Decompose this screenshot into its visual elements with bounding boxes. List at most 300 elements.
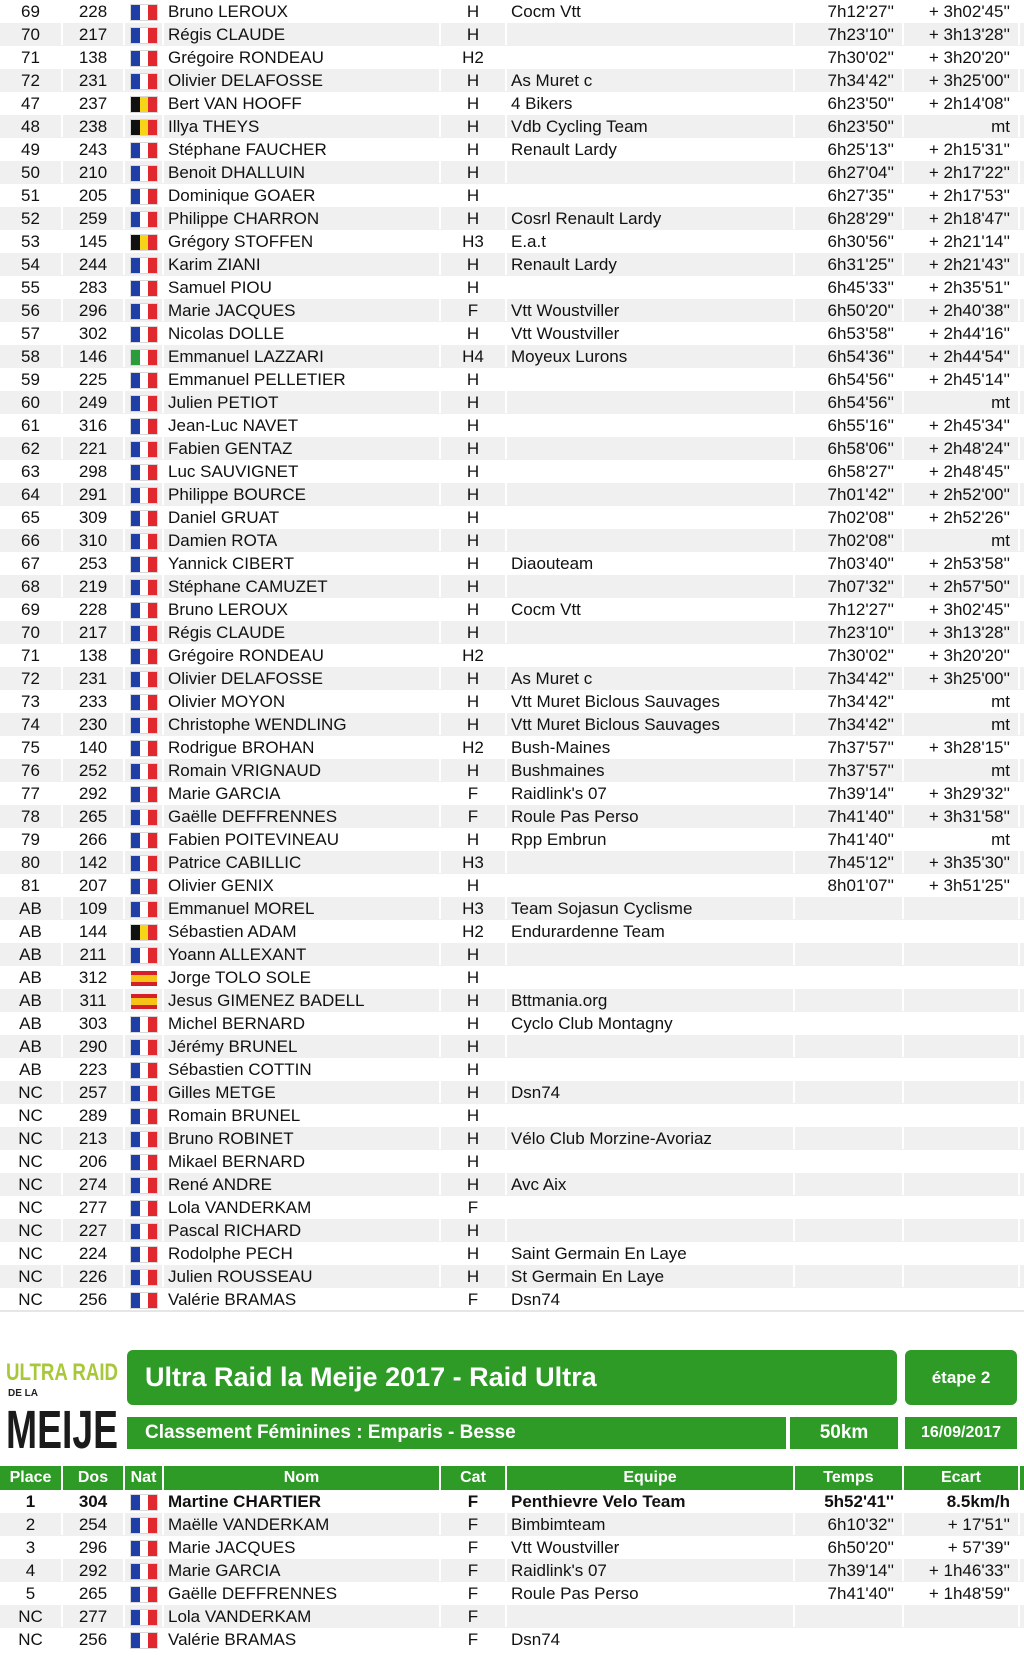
nationality-cell — [125, 276, 164, 298]
place-cell: 75 — [0, 736, 63, 758]
place-cell: 71 — [0, 644, 63, 666]
team-cell: Rpp Embrun — [507, 828, 795, 850]
header-temps: Temps — [795, 1466, 904, 1490]
gap-cell: + 2h44'54'' — [904, 345, 1020, 367]
category-cell: H2 — [441, 736, 507, 758]
place-cell: NC — [0, 1081, 63, 1103]
time-cell — [795, 989, 904, 1011]
category-cell: F — [441, 1490, 507, 1512]
name-cell: Julien ROUSSEAU — [164, 1265, 441, 1287]
table-row — [0, 851, 1024, 874]
category-cell: H — [441, 1058, 507, 1080]
nationality-cell — [125, 1219, 164, 1241]
name-cell: Philippe BOURCE — [164, 483, 441, 505]
bib-cell: 296 — [63, 299, 125, 321]
bib-cell: 223 — [63, 1058, 125, 1080]
name-cell: Emmanuel LAZZARI — [164, 345, 441, 367]
spain-flag-icon — [131, 994, 157, 1009]
france-flag-icon — [131, 764, 157, 779]
category-cell: H — [441, 1150, 507, 1172]
france-flag-icon — [131, 603, 157, 618]
place-cell: 56 — [0, 299, 63, 321]
category-cell: H4 — [441, 345, 507, 367]
team-cell: Avc Aix — [507, 1173, 795, 1195]
time-cell: 7h30'02'' — [795, 46, 904, 68]
time-cell: 6h55'16'' — [795, 414, 904, 436]
table-row — [0, 552, 1024, 575]
time-cell: 7h34'42'' — [795, 690, 904, 712]
category-cell: F — [441, 782, 507, 804]
gap-cell: + 1h46'33'' — [904, 1559, 1020, 1581]
time-cell: 7h02'08'' — [795, 506, 904, 528]
bib-cell: 265 — [63, 805, 125, 827]
name-cell: Lola VANDERKAM — [164, 1605, 441, 1627]
gap-cell — [904, 1127, 1020, 1149]
team-cell: Raidlink's 07 — [507, 782, 795, 804]
time-cell: 6h28'29'' — [795, 207, 904, 229]
time-cell: 6h58'06'' — [795, 437, 904, 459]
nationality-cell — [125, 805, 164, 827]
gap-cell: mt — [904, 759, 1020, 781]
france-flag-icon — [131, 465, 157, 480]
time-cell: 6h50'20'' — [795, 299, 904, 321]
category-cell: F — [441, 1582, 507, 1604]
time-cell: 8h01'07'' — [795, 874, 904, 896]
category-cell: H — [441, 1265, 507, 1287]
team-cell: Endurardenne Team — [507, 920, 795, 942]
team-cell — [507, 437, 795, 459]
name-cell: Daniel GRUAT — [164, 506, 441, 528]
place-cell: 61 — [0, 414, 63, 436]
name-cell: Bruno LEROUX — [164, 0, 441, 22]
bib-cell: 312 — [63, 966, 125, 988]
gap-cell: + 2h15'31'' — [904, 138, 1020, 160]
gap-cell — [904, 1173, 1020, 1195]
table-row — [0, 253, 1024, 276]
place-cell: 48 — [0, 115, 63, 137]
france-flag-icon — [131, 902, 157, 917]
gap-cell: + 2h14'08'' — [904, 92, 1020, 114]
nationality-cell — [125, 207, 164, 229]
france-flag-icon — [131, 1040, 157, 1055]
gap-cell: + 1h48'59'' — [904, 1582, 1020, 1604]
time-cell: 7h41'40'' — [795, 1582, 904, 1604]
gap-cell: + 2h48'45'' — [904, 460, 1020, 482]
gap-cell — [904, 920, 1020, 942]
gap-cell — [904, 1081, 1020, 1103]
name-cell: Gaëlle DEFFRENNES — [164, 1582, 441, 1604]
category-cell: F — [441, 299, 507, 321]
category-cell: H — [441, 69, 507, 91]
time-cell: 6h30'56'' — [795, 230, 904, 252]
bib-cell: 221 — [63, 437, 125, 459]
header-ecart: Ecart — [904, 1466, 1020, 1490]
bib-cell: 256 — [63, 1628, 125, 1650]
category-cell: H — [441, 759, 507, 781]
table-row — [0, 1081, 1024, 1104]
gap-cell: mt — [904, 115, 1020, 137]
france-flag-icon — [131, 488, 157, 503]
name-cell: Karim ZIANI — [164, 253, 441, 275]
place-cell: NC — [0, 1196, 63, 1218]
nationality-cell — [125, 92, 164, 114]
classification-subtitle: Classement Féminines : Emparis - Besse — [127, 1417, 786, 1449]
nationality-cell — [125, 713, 164, 735]
gap-cell — [904, 1242, 1020, 1264]
date-label: 16/09/2017 — [905, 1417, 1017, 1449]
gap-cell: + 2h45'34'' — [904, 414, 1020, 436]
team-cell: Team Sojasun Cyclisme — [507, 897, 795, 919]
bib-cell: 210 — [63, 161, 125, 183]
nationality-cell — [125, 667, 164, 689]
bib-cell: 140 — [63, 736, 125, 758]
table-row — [0, 345, 1024, 368]
nationality-cell — [125, 943, 164, 965]
bib-cell: 206 — [63, 1150, 125, 1172]
gap-cell — [904, 1265, 1020, 1287]
team-cell: Renault Lardy — [507, 138, 795, 160]
team-cell: Bttmania.org — [507, 989, 795, 1011]
place-cell: 70 — [0, 23, 63, 45]
time-cell: 7h07'32'' — [795, 575, 904, 597]
category-cell: H3 — [441, 897, 507, 919]
italy-flag-icon — [131, 350, 157, 365]
france-flag-icon — [131, 856, 157, 871]
time-cell: 6h53'58'' — [795, 322, 904, 344]
bib-cell: 217 — [63, 621, 125, 643]
france-flag-icon — [131, 143, 157, 158]
france-flag-icon — [131, 718, 157, 733]
name-cell: Illya THEYS — [164, 115, 441, 137]
place-cell: NC — [0, 1288, 63, 1310]
table-row — [0, 667, 1024, 690]
table-row — [0, 989, 1024, 1012]
team-cell: Dsn74 — [507, 1628, 795, 1650]
team-cell: Bushmaines — [507, 759, 795, 781]
time-cell — [795, 1127, 904, 1149]
gap-cell — [904, 1605, 1020, 1627]
category-cell: H — [441, 874, 507, 896]
gap-cell: + 2h57'50'' — [904, 575, 1020, 597]
nationality-cell — [125, 460, 164, 482]
nationality-cell — [125, 1173, 164, 1195]
category-cell: F — [441, 1559, 507, 1581]
time-cell — [795, 966, 904, 988]
table-row — [0, 1058, 1024, 1081]
bib-cell: 138 — [63, 46, 125, 68]
team-cell — [507, 644, 795, 666]
table-row — [0, 368, 1024, 391]
bib-cell: 265 — [63, 1582, 125, 1604]
category-cell: H — [441, 552, 507, 574]
france-flag-icon — [131, 534, 157, 549]
place-cell: 74 — [0, 713, 63, 735]
category-cell: H — [441, 460, 507, 482]
name-cell: Olivier DELAFOSSE — [164, 69, 441, 91]
gap-cell: + 3h02'45'' — [904, 598, 1020, 620]
table-row — [0, 1035, 1024, 1058]
team-cell: Dsn74 — [507, 1081, 795, 1103]
name-cell: Olivier DELAFOSSE — [164, 667, 441, 689]
time-cell: 6h23'50'' — [795, 115, 904, 137]
bib-cell: 252 — [63, 759, 125, 781]
time-cell — [795, 1196, 904, 1218]
header-cat: Cat — [441, 1466, 507, 1490]
category-cell: H — [441, 414, 507, 436]
time-cell: 7h12'27'' — [795, 598, 904, 620]
team-cell: E.a.t — [507, 230, 795, 252]
france-flag-icon — [131, 1224, 157, 1239]
france-flag-icon — [131, 189, 157, 204]
header-nom: Nom — [164, 1466, 441, 1490]
team-cell — [507, 1605, 795, 1627]
team-cell — [507, 368, 795, 390]
place-cell: 64 — [0, 483, 63, 505]
team-cell: Cocm Vtt — [507, 0, 795, 22]
svg-text:MEIJE: MEIJE — [6, 1400, 118, 1460]
bib-cell: 109 — [63, 897, 125, 919]
bib-cell: 290 — [63, 1035, 125, 1057]
table-row — [0, 1196, 1024, 1219]
place-cell: 51 — [0, 184, 63, 206]
category-cell: H — [441, 23, 507, 45]
gap-cell: mt — [904, 828, 1020, 850]
category-cell: H — [441, 529, 507, 551]
bib-cell: 207 — [63, 874, 125, 896]
bib-cell: 217 — [63, 23, 125, 45]
bib-cell: 238 — [63, 115, 125, 137]
category-cell: H — [441, 1127, 507, 1149]
gap-cell: mt — [904, 529, 1020, 551]
name-cell: Marie JACQUES — [164, 1536, 441, 1558]
team-cell: Vélo Club Morzine-Avoriaz — [507, 1127, 795, 1149]
header-equipe: Equipe — [507, 1466, 795, 1490]
team-cell: As Muret c — [507, 667, 795, 689]
france-flag-icon — [131, 212, 157, 227]
france-flag-icon — [131, 396, 157, 411]
nationality-cell — [125, 1081, 164, 1103]
france-flag-icon — [131, 626, 157, 641]
team-cell — [507, 1058, 795, 1080]
name-cell: Lola VANDERKAM — [164, 1196, 441, 1218]
gap-cell — [904, 897, 1020, 919]
name-cell: Stéphane FAUCHER — [164, 138, 441, 160]
france-flag-icon — [131, 442, 157, 457]
name-cell: Yannick CIBERT — [164, 552, 441, 574]
place-cell: 65 — [0, 506, 63, 528]
france-flag-icon — [131, 1633, 157, 1648]
place-cell: 53 — [0, 230, 63, 252]
table-row — [0, 23, 1024, 46]
france-flag-icon — [131, 1610, 157, 1625]
gap-cell: + 2h44'16'' — [904, 322, 1020, 344]
place-cell: 54 — [0, 253, 63, 275]
team-cell: Vtt Woustviller — [507, 322, 795, 344]
nationality-cell — [125, 874, 164, 896]
table-row — [0, 575, 1024, 598]
gap-cell — [904, 1196, 1020, 1218]
time-cell — [795, 943, 904, 965]
time-cell: 7h23'10'' — [795, 621, 904, 643]
bib-cell: 304 — [63, 1490, 125, 1512]
time-cell — [795, 1104, 904, 1126]
gap-cell — [904, 1104, 1020, 1126]
category-cell: H — [441, 828, 507, 850]
team-cell — [507, 161, 795, 183]
nationality-cell — [125, 897, 164, 919]
table-row — [0, 1012, 1024, 1035]
category-cell: F — [441, 805, 507, 827]
bib-cell: 226 — [63, 1265, 125, 1287]
gap-cell: mt — [904, 690, 1020, 712]
results-header — [0, 1346, 1024, 1458]
table-row — [0, 138, 1024, 161]
nationality-cell — [125, 828, 164, 850]
nationality-cell — [125, 1196, 164, 1218]
table-row — [0, 920, 1024, 943]
category-cell: H2 — [441, 644, 507, 666]
table-row — [0, 805, 1024, 828]
nationality-cell — [125, 736, 164, 758]
nationality-cell — [125, 1127, 164, 1149]
nationality-cell — [125, 621, 164, 643]
category-cell: H — [441, 1012, 507, 1034]
place-cell: 3 — [0, 1536, 63, 1558]
team-cell — [507, 1196, 795, 1218]
team-cell — [507, 575, 795, 597]
france-flag-icon — [131, 74, 157, 89]
place-cell: 80 — [0, 851, 63, 873]
name-cell: Jean-Luc NAVET — [164, 414, 441, 436]
time-cell: 6h45'33'' — [795, 276, 904, 298]
category-cell: H — [441, 391, 507, 413]
category-cell: H — [441, 690, 507, 712]
gap-cell: + 2h52'00'' — [904, 483, 1020, 505]
table-row — [0, 1582, 1024, 1605]
time-cell — [795, 1081, 904, 1103]
france-flag-icon — [131, 1109, 157, 1124]
category-cell: H — [441, 1104, 507, 1126]
place-cell: 69 — [0, 0, 63, 22]
time-cell — [795, 1150, 904, 1172]
nationality-cell — [125, 345, 164, 367]
team-cell — [507, 529, 795, 551]
table-row — [0, 1628, 1024, 1651]
name-cell: Pascal RICHARD — [164, 1219, 441, 1241]
france-flag-icon — [131, 1293, 157, 1308]
place-cell: 71 — [0, 46, 63, 68]
name-cell: Romain BRUNEL — [164, 1104, 441, 1126]
place-cell: 4 — [0, 1559, 63, 1581]
gap-cell: + 3h28'15'' — [904, 736, 1020, 758]
category-cell: H — [441, 92, 507, 114]
nationality-cell — [125, 437, 164, 459]
women-results-table — [0, 1490, 1024, 1651]
category-cell: H — [441, 989, 507, 1011]
nationality-cell — [125, 299, 164, 321]
bib-cell: 283 — [63, 276, 125, 298]
name-cell: Bruno LEROUX — [164, 598, 441, 620]
gap-cell — [904, 1628, 1020, 1650]
france-flag-icon — [131, 281, 157, 296]
table-row — [0, 1150, 1024, 1173]
team-cell — [507, 23, 795, 45]
time-cell — [795, 1058, 904, 1080]
distance-label: 50km — [790, 1417, 898, 1449]
time-cell: 7h37'57'' — [795, 759, 904, 781]
nationality-cell — [125, 1513, 164, 1535]
bib-cell: 142 — [63, 851, 125, 873]
nationality-cell — [125, 644, 164, 666]
bib-cell: 274 — [63, 1173, 125, 1195]
gap-cell: + 3h25'00'' — [904, 667, 1020, 689]
place-cell: 2 — [0, 1513, 63, 1535]
name-cell: Valérie BRAMAS — [164, 1288, 441, 1310]
bib-cell: 205 — [63, 184, 125, 206]
gap-cell — [904, 1035, 1020, 1057]
gap-cell: + 3h13'28'' — [904, 621, 1020, 643]
name-cell: Romain VRIGNAUD — [164, 759, 441, 781]
category-cell: H — [441, 253, 507, 275]
time-cell — [795, 1605, 904, 1627]
bib-cell: 316 — [63, 414, 125, 436]
bib-cell: 253 — [63, 552, 125, 574]
table-row — [0, 1127, 1024, 1150]
table-row — [0, 943, 1024, 966]
france-flag-icon — [131, 511, 157, 526]
table-row — [0, 782, 1024, 805]
gap-cell: + 2h18'47'' — [904, 207, 1020, 229]
place-cell: 5 — [0, 1582, 63, 1604]
gap-cell: + 2h35'51'' — [904, 276, 1020, 298]
category-cell: H — [441, 966, 507, 988]
name-cell: Valérie BRAMAS — [164, 1628, 441, 1650]
team-cell — [507, 943, 795, 965]
team-cell — [507, 1150, 795, 1172]
team-cell: Cocm Vtt — [507, 598, 795, 620]
table-row — [0, 69, 1024, 92]
nationality-cell — [125, 1582, 164, 1604]
nationality-cell — [125, 230, 164, 252]
bib-cell: 213 — [63, 1127, 125, 1149]
bib-cell: 291 — [63, 483, 125, 505]
time-cell — [795, 1173, 904, 1195]
team-cell — [507, 276, 795, 298]
category-cell: H — [441, 1219, 507, 1241]
table-row — [0, 713, 1024, 736]
name-cell: Jorge TOLO SOLE — [164, 966, 441, 988]
nationality-cell — [125, 1490, 164, 1512]
place-cell: 57 — [0, 322, 63, 344]
name-cell: Bert VAN HOOFF — [164, 92, 441, 114]
team-cell: Vtt Woustviller — [507, 1536, 795, 1558]
bib-cell: 237 — [63, 92, 125, 114]
place-cell: 79 — [0, 828, 63, 850]
header-nat: Nat — [125, 1466, 164, 1490]
bib-cell: 145 — [63, 230, 125, 252]
place-cell: NC — [0, 1150, 63, 1172]
bib-cell: 303 — [63, 1012, 125, 1034]
nationality-cell — [125, 1628, 164, 1650]
time-cell: 7h39'14'' — [795, 782, 904, 804]
name-cell: Fabien POITEVINEAU — [164, 828, 441, 850]
time-cell: 5h52'41'' — [795, 1490, 904, 1512]
france-flag-icon — [131, 879, 157, 894]
nationality-cell — [125, 529, 164, 551]
bib-cell: 228 — [63, 598, 125, 620]
time-cell: 6h54'36'' — [795, 345, 904, 367]
gap-cell: + 2h40'38'' — [904, 299, 1020, 321]
